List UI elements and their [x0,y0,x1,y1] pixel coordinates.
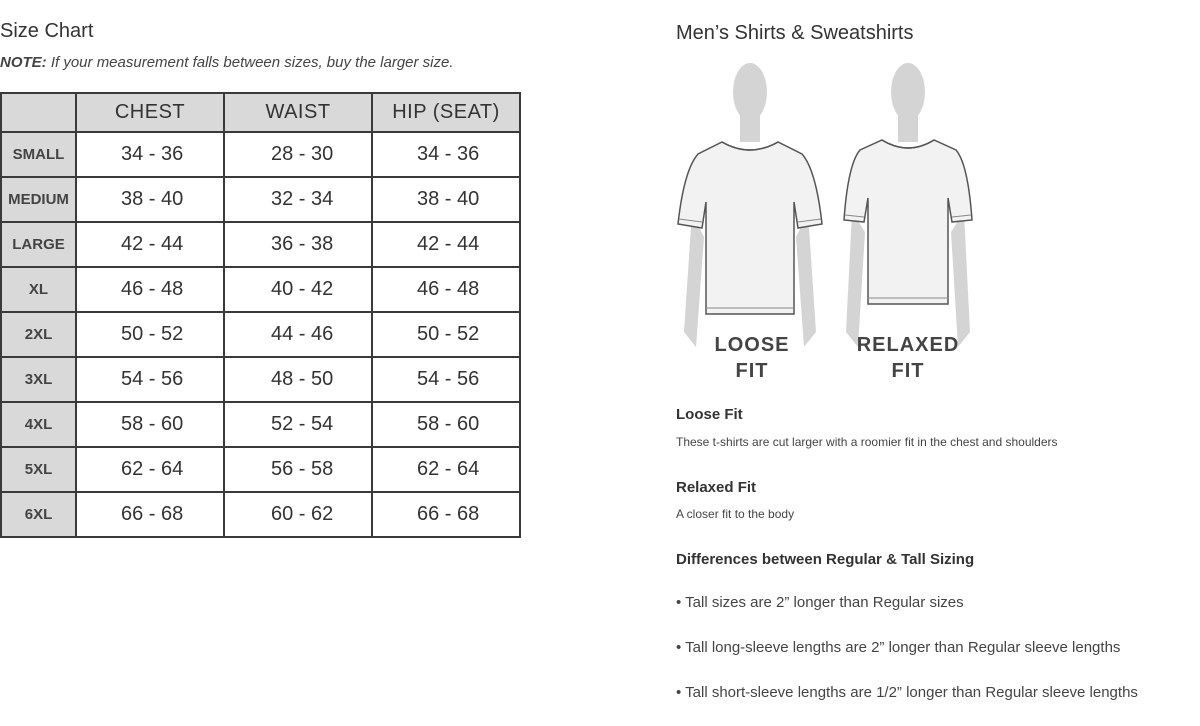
size-label: 5XL [1,447,76,492]
list-item: • Tall sizes are 2” longer than Regular sizes [676,594,964,611]
table-row [1,402,520,447]
chest-value: 58 - 60 [76,402,224,447]
waist-value: 60 - 62 [224,492,372,537]
chest-value: 50 - 52 [76,312,224,357]
size-label: 4XL [1,402,76,447]
hip-value: 46 - 48 [372,267,520,312]
relaxed-fit-label [852,332,964,384]
table-row [1,132,520,177]
relaxed-fit-label-line1: RELAXED [856,334,960,356]
size-label: LARGE [1,222,76,267]
waist-value: 32 - 34 [224,177,372,222]
waist-value: 44 - 46 [224,312,372,357]
waist-value: 40 - 42 [224,267,372,312]
hip-value: 50 - 52 [372,312,520,357]
fit-guide-title: Men’s Shirts & Sweatshirts [676,22,914,44]
hip-value: 54 - 56 [372,357,520,402]
loose-fit-label [700,332,804,384]
size-label: 3XL [1,357,76,402]
loose-fit-label-line1: LOOSE [714,334,790,356]
relaxed-fit-heading: Relaxed Fit [676,479,757,496]
list-item: • Tall long-sleeve lengths are 2” longer than Regular sleeve lengths [676,639,1121,656]
chest-value: 42 - 44 [76,222,224,267]
hip-value: 58 - 60 [372,402,520,447]
column-header-waist: WAIST [224,93,372,132]
size-label: SMALL [1,132,76,177]
size-note [0,54,454,71]
hip-value: 34 - 36 [372,132,520,177]
table-row [1,312,520,357]
size-label: MEDIUM [1,177,76,222]
chest-value: 54 - 56 [76,357,224,402]
size-label: 2XL [1,312,76,357]
chest-value: 34 - 36 [76,132,224,177]
hip-value: 62 - 64 [372,447,520,492]
hip-value: 38 - 40 [372,177,520,222]
waist-value: 56 - 58 [224,447,372,492]
waist-value: 28 - 30 [224,132,372,177]
waist-value: 36 - 38 [224,222,372,267]
note-label: NOTE: [0,54,47,71]
table-row [1,357,520,402]
relaxed-tshirt [844,140,972,304]
size-table [0,92,521,538]
size-chart-title: Size Chart [0,20,94,42]
loose-fit-label-line2: FIT [735,360,769,382]
waist-value: 52 - 54 [224,402,372,447]
table-row [1,177,520,222]
differences-heading: Differences between Regular & Tall Sizing [676,551,975,568]
chest-value: 62 - 64 [76,447,224,492]
column-header-chest: CHEST [76,93,224,132]
loose-fit-illustration [674,62,826,352]
hip-value: 42 - 44 [372,222,520,267]
table-row [1,447,520,492]
waist-value: 48 - 50 [224,357,372,402]
relaxed-fit-illustration [838,62,978,352]
relaxed-fit-description: A closer fit to the body [676,507,795,521]
table-row [1,267,520,312]
size-label: XL [1,267,76,312]
table-row [1,492,520,537]
size-label: 6XL [1,492,76,537]
table-header-row [1,93,520,132]
note-text: If your measurement falls between sizes, buy the larger size. [46,54,454,71]
table-row [1,222,520,267]
loose-fit-description: These t-shirts are cut larger with a roomier fit in the chest and shoulders [676,435,1058,449]
chest-value: 46 - 48 [76,267,224,312]
loose-fit-heading: Loose Fit [676,406,743,423]
table-corner-cell [1,93,76,132]
hip-value: 66 - 68 [372,492,520,537]
chest-value: 66 - 68 [76,492,224,537]
column-header-hip: HIP (SEAT) [372,93,520,132]
list-item: • Tall short-sleeve lengths are 1/2” longer than Regular sleeve lengths [676,684,1138,701]
relaxed-fit-label-line2: FIT [891,360,925,382]
chest-value: 38 - 40 [76,177,224,222]
